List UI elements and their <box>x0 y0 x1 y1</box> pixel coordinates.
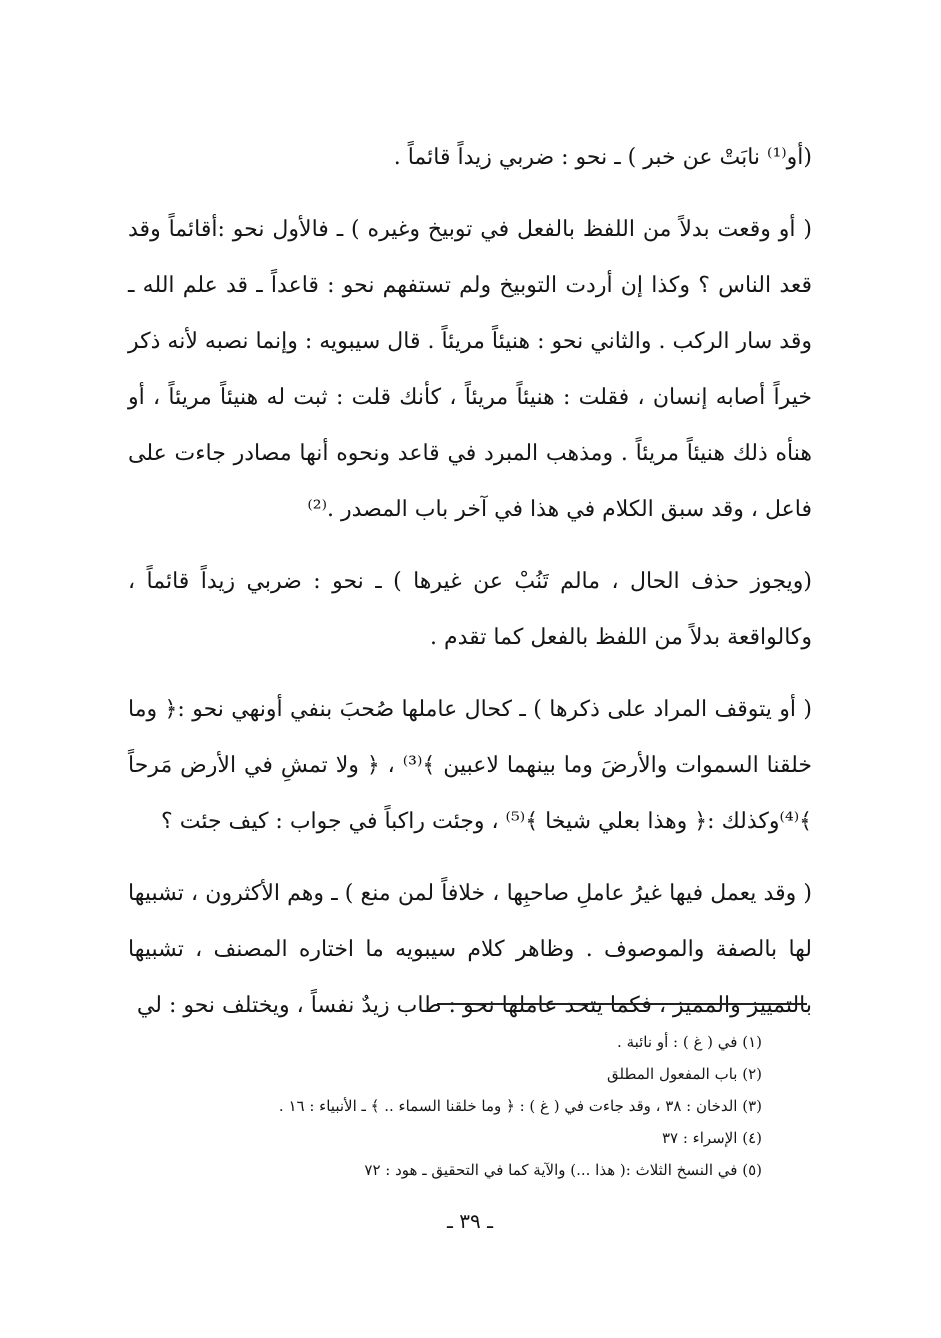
footnote: (٤) الإسراء : ٣٧ <box>661 1129 762 1147</box>
paragraph: (أو⁽¹⁾ نابَتْ عن خبر ) ـ نحو : ضربي زيداً قائماً . <box>393 145 812 170</box>
footnote: (٢) باب المفعول المطلق <box>606 1065 762 1083</box>
paragraph: (ويجوز حذف الحال ، مالم تَنُبْ عن غيرها ) ـ نحو : ضربي زيداً قائماً ، وكالواقعة بدلاً من اللفظ بالفعل كما تقدم . <box>128 569 812 650</box>
page-number: ـ ٣٩ ـ <box>447 1209 493 1233</box>
paragraph: ( أو يتوقف المراد على ذكرها ) ـ كحال عاملها صُحبَ بنفي أونهي نحو :﴿ وما خلقنا السموات والأرضَ وما بينهما لاعبين ﴾⁽³⁾ ، ﴿ ولا تمشِ في الأرض مَرحاً ﴾⁽⁴⁾وكذلك :﴿ وهذا بعلي شيخا ﴾⁽⁵⁾ ، وجئت راكباً في جواب : كيف جئت ؟ <box>128 697 812 834</box>
footnote-divider <box>437 1003 807 1005</box>
paragraph: ( أو وقعت بدلاً من اللفظ بالفعل في توبيخ وغيره ) ـ فالأول نحو :أقائماً وقد قعد الناس ؟ وكذا إن أردت التوبيخ ولم تستفهم نحو : قاعداً ـ قد علم الله ـ وقد سار الركب . والثاني نحو : هنيئاً مريئاً . قال سيبويه : وإنما نصبه لأنه ذكر خيراً أصابه إنسان ، فقلت : هنيئاً مريئاً ، كأنك قلت : ثبت له هنيئاً مريئاً ، أو هنأه ذلك هنيئاً مريئاً . ومذهب المبرد في قاعد ونحوه أنها مصادر جاءت على فاعل ، وقد سبق الكلام في هذا في آخر باب المصدر .⁽²⁾ <box>128 217 812 522</box>
footnote: (٣) الدخان : ٣٨ ، وقد جاءت في ( غ ) : ﴿ وما خلقنا السماء .. ﴾ ـ الأنبياء : ١٦ . <box>278 1097 762 1115</box>
main-text <box>128 130 812 1034</box>
footnote: (١) في ( غ ) : أو نائبة . <box>617 1033 762 1051</box>
footnote: (٥) في النسخ الثلاث :( هذا ...) والآية كما في التحقيق ـ هود : ٧٢ <box>364 1161 762 1179</box>
paragraph: ( وقد يعمل فيها غيرُ عاملِ صاحبِها ، خلافاً لمن منع ) ـ وهم الأكثرون ، تشبيها لها بالصفة والموصوف . وظاهر كلام سيبويه ما اختاره المصنف ، تشبيها بالتمييز والمميز ، فكما يتحد عاملها نحو : طاب زيدٌ نفساً ، ويختلف نحو : لي <box>128 881 812 1018</box>
footnotes <box>150 1026 762 1186</box>
